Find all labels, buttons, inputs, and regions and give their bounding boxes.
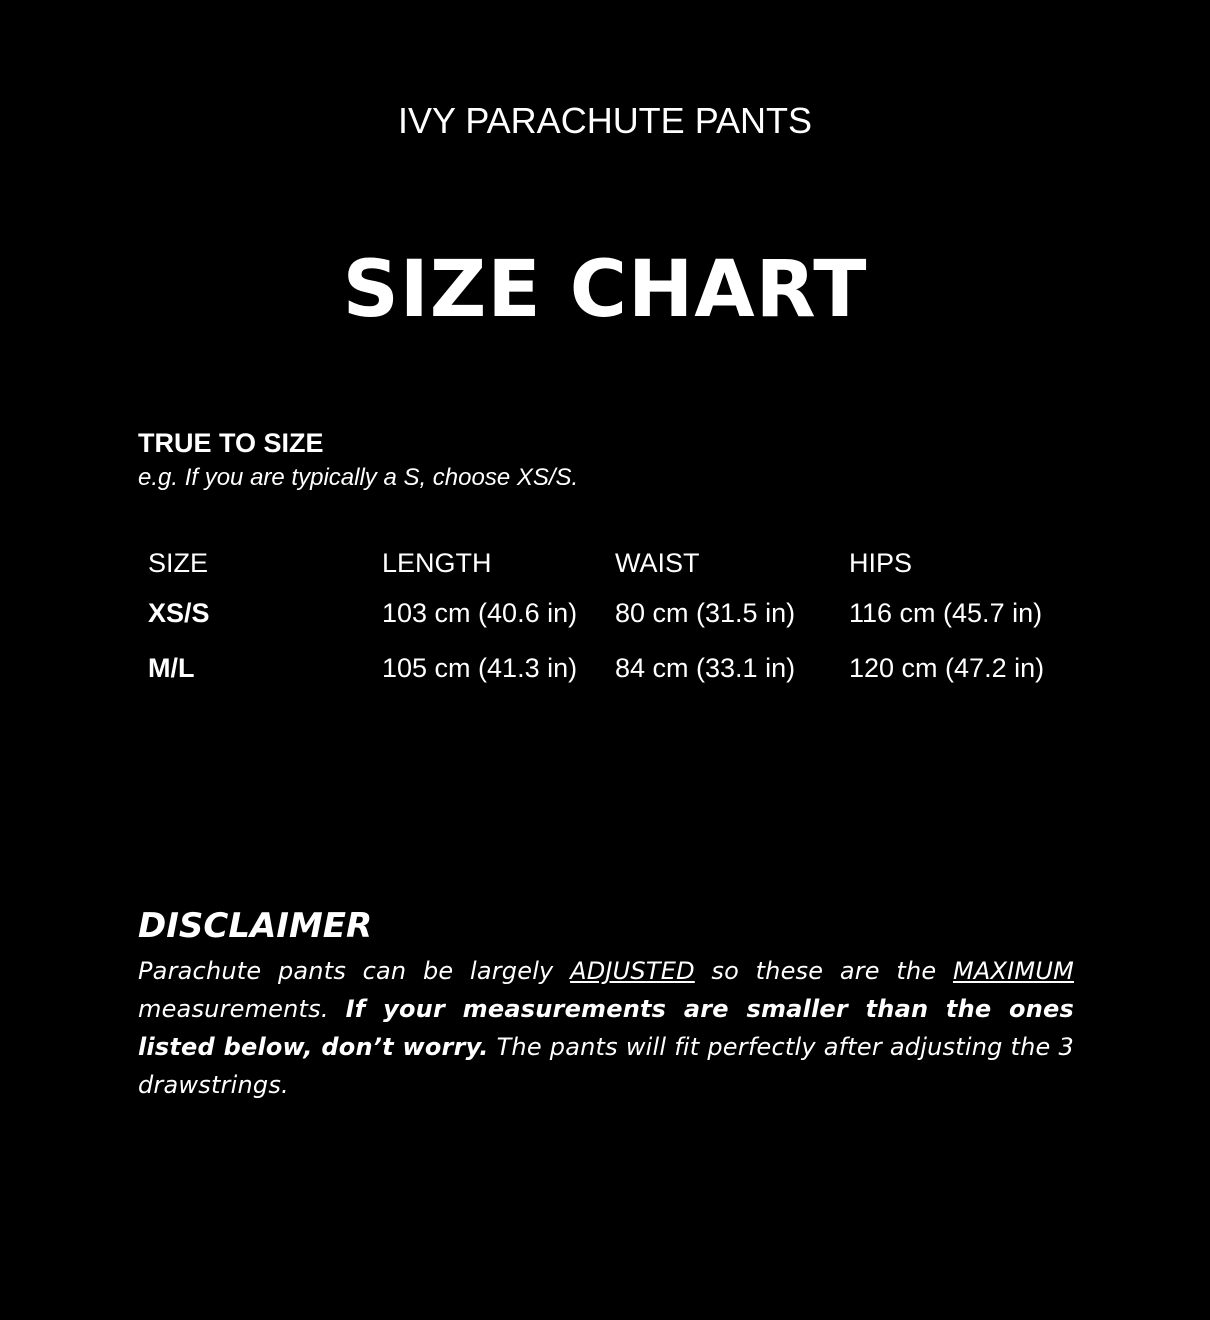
fit-note: e.g. If you are typically a S, choose XS/S. — [138, 464, 579, 491]
product-name: IVY PARACHUTE PANTS — [397, 100, 813, 141]
adjusted-emphasis: ADJUSTED — [570, 957, 695, 985]
disclaimer-title: DISCLAIMER — [138, 906, 373, 946]
reassurance-emphasis: If your measurements are smaller than the ones listed below, don’t worry. — [138, 995, 1074, 1061]
disclaimer-text-part: The pants will fit perfectly after adjusting the 3 drawstrings. — [138, 1033, 1074, 1099]
disclaimer-text-part: measurements. — [138, 995, 346, 1023]
size-cell: M/L — [148, 653, 195, 683]
maximum-emphasis: MAXIMUM — [952, 957, 1074, 985]
waist-cell: 80 cm (31.5 in) — [615, 598, 796, 628]
disclaimer-text — [138, 952, 1074, 1104]
hips-cell: 120 cm (47.2 in) — [849, 653, 1045, 683]
waist-cell: 84 cm (33.1 in) — [615, 653, 796, 683]
column-header-size: SIZE — [148, 547, 209, 578]
disclaimer-text-part: so these are the — [694, 957, 953, 985]
column-header-hips: HIPS — [849, 547, 913, 578]
table-row — [148, 641, 1069, 696]
length-cell: 105 cm (41.3 in) — [382, 653, 578, 683]
table-row — [148, 586, 1069, 641]
hips-cell: 116 cm (45.7 in) — [849, 598, 1043, 628]
column-header-waist: WAIST — [615, 547, 700, 578]
size-table — [148, 540, 1069, 696]
page-title: SIZE CHART — [342, 245, 868, 335]
disclaimer — [138, 904, 1074, 1104]
size-cell: XS/S — [148, 598, 210, 628]
fit-guidance — [138, 426, 1078, 494]
table-header-row — [148, 540, 1069, 586]
column-header-length: LENGTH — [382, 547, 492, 578]
disclaimer-text-part: Parachute pants can be largely — [138, 957, 571, 985]
length-cell: 103 cm (40.6 in) — [382, 598, 578, 628]
fit-heading: TRUE TO SIZE — [138, 428, 324, 458]
